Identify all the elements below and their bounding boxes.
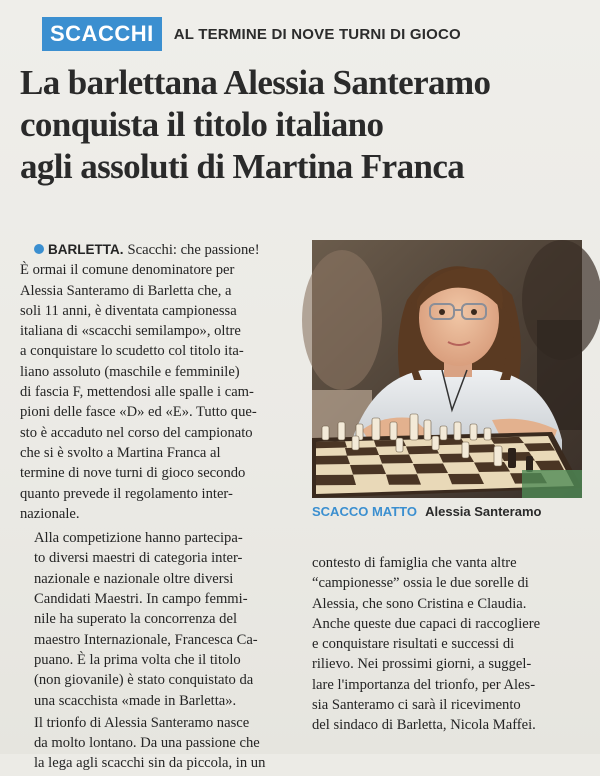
article-line: che si è svolto a Martina Franca al bbox=[20, 444, 221, 461]
photo-chess-player bbox=[312, 240, 582, 498]
article-line: a conquistare lo scudetto col titolo ita- bbox=[20, 343, 244, 360]
article-line: termine di nove turni di gioco secondo bbox=[20, 465, 246, 482]
kicker-bar bbox=[42, 16, 461, 52]
article-line: Candidati Maestri. In campo femmi- bbox=[34, 591, 248, 608]
article-line: sto è accaduto nel corso del campionato bbox=[20, 424, 253, 441]
article-line: quanto prevede il regolamento inter- bbox=[20, 485, 233, 502]
photo-caption bbox=[312, 504, 582, 519]
article-line: Alessia, che sono Cristina e Claudia. bbox=[312, 595, 527, 612]
article-line: È ormai il comune denominatore per bbox=[20, 262, 235, 279]
article-line: Il trionfo di Alessia Santeramo nasce bbox=[34, 714, 250, 731]
article-paragraph-3 bbox=[20, 713, 300, 774]
section-badge: SCACCHI bbox=[42, 17, 162, 51]
headline-line-1: La barlettana Alessia Santeramo bbox=[20, 63, 491, 102]
article-line: BARLETTA. Scacchi: che passione! bbox=[20, 240, 300, 260]
article-line: liano assoluto (maschile e femminile) bbox=[20, 363, 240, 380]
article-line: e conquistare risultati e successi di bbox=[312, 636, 515, 653]
article-line: maestro Internazionale, Francesca Ca- bbox=[34, 631, 258, 648]
photo-illustration bbox=[312, 240, 582, 498]
article-line: di fascia F, mettendosi alle spalle i cam- bbox=[20, 384, 254, 401]
bullet-icon bbox=[34, 244, 44, 254]
article-line: nazionale e nazionale oltre diversi bbox=[34, 570, 234, 587]
article-line: sia Santeramo ci sarà il ricevimento bbox=[312, 697, 521, 714]
article-line: del sindaco di Barletta, Nicola Maffei. bbox=[312, 717, 536, 734]
caption-kicker: SCACCO MATTO bbox=[312, 504, 417, 519]
article-line: to diversi maestri di categoria inter- bbox=[34, 550, 243, 567]
article-line: Alessia Santeramo di Barletta che, a bbox=[20, 282, 232, 299]
dateline: BARLETTA. bbox=[48, 242, 124, 257]
article-line: soli 11 anni, è diventata campionessa bbox=[20, 302, 237, 319]
headline-line-2: conquista il titolo italiano bbox=[20, 105, 384, 144]
article-line: “campionesse” ossia le due sorelle di bbox=[312, 575, 529, 592]
headline bbox=[20, 62, 580, 188]
article-line: da molto lontano. Da una passione che bbox=[34, 735, 260, 752]
article-column-left bbox=[20, 240, 300, 776]
article-line: Alla competizione hanno partecipa- bbox=[34, 530, 243, 547]
article-line: nile ha superato la concorrenza del bbox=[34, 611, 237, 628]
article-line: Anche queste due capaci di raccogliere bbox=[312, 615, 541, 632]
article-line: contesto di famiglia che vanta altre bbox=[312, 555, 517, 571]
article-line: lare l'importanza del trionfo, per Ales- bbox=[312, 676, 536, 693]
article-line: italiana di «scacchi semilampo», oltre bbox=[20, 323, 241, 340]
article-paragraph-2 bbox=[20, 528, 300, 711]
article-column-right bbox=[312, 553, 582, 736]
article-line: una scacchista «made in Barletta». bbox=[34, 692, 237, 709]
article-line: rilievo. Nei prossimi giorni, a suggel- bbox=[312, 656, 532, 673]
caption-name: Alessia Santeramo bbox=[425, 504, 542, 519]
article-line: (non giovanile) è stato conquistato da bbox=[34, 672, 254, 689]
kicker-subtitle: AL TERMINE DI NOVE TURNI DI GIOCO bbox=[173, 25, 461, 43]
article-line: pioni delle fasce «D» ed «E». Tutto que- bbox=[20, 404, 257, 421]
article-line: la lega agli scacchi sin da piccola, in un bbox=[34, 755, 266, 772]
article-paragraph-1 bbox=[20, 240, 300, 524]
headline-line-3: agli assoluti di Martina Franca bbox=[20, 147, 465, 186]
article-line: puano. È la prima volta che il titolo bbox=[34, 651, 241, 668]
article-line: nazionale. bbox=[20, 505, 80, 522]
